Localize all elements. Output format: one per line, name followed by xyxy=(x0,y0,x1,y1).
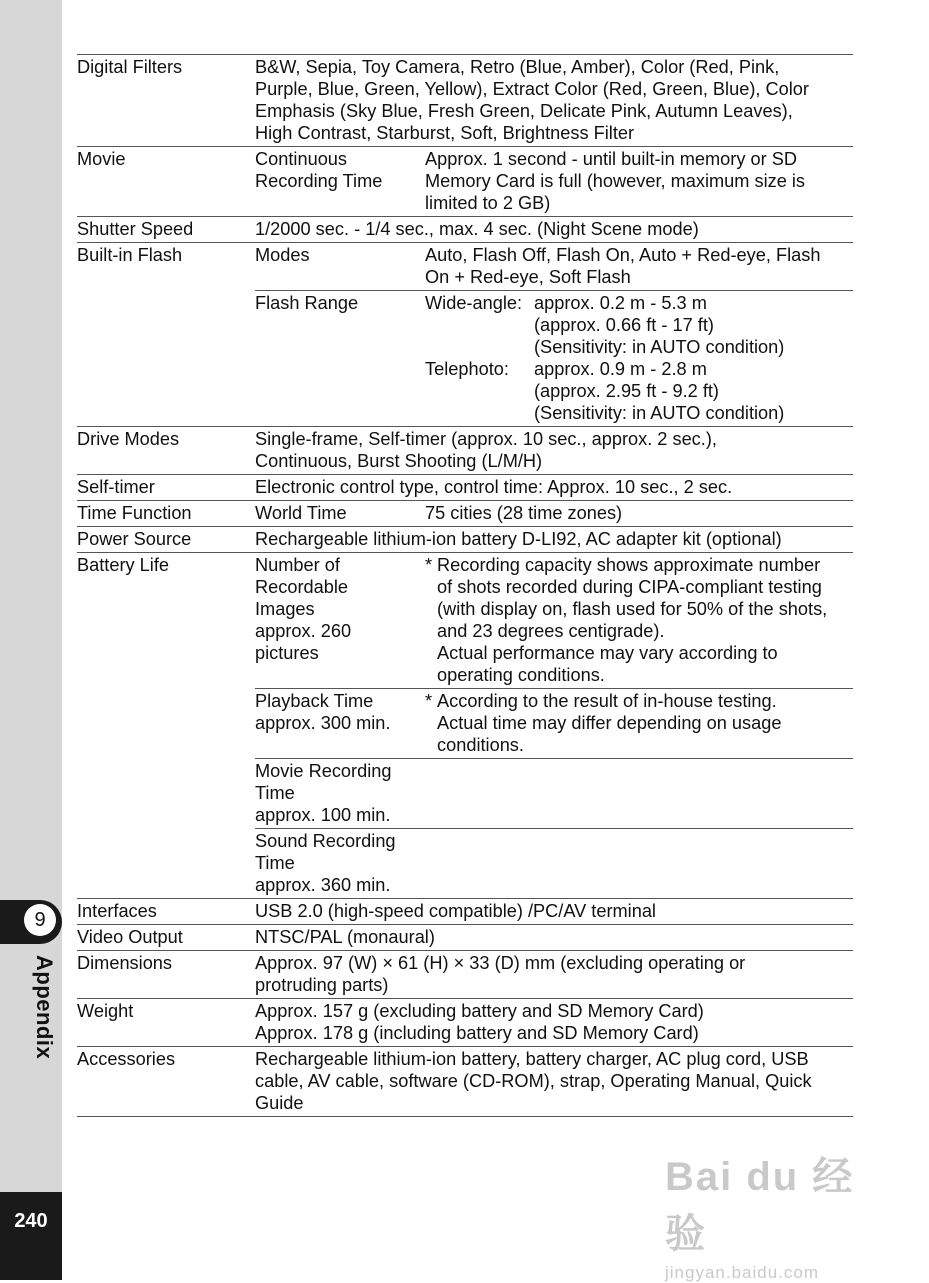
spec-sublabel: Number of Recordable Images approx. 260 pictures xyxy=(255,555,352,663)
spec-sublabel: Continuous Recording Time xyxy=(255,149,383,191)
spec-value: Approx. 1 second - until built-in memory or SD Memory Card is full (however, maximum size is limited to 2 GB) xyxy=(425,149,806,213)
spec-row-interfaces xyxy=(77,899,853,925)
spec-label: Shutter Speed xyxy=(77,219,194,239)
spec-value: Single-frame, Self-timer (approx. 10 sec., approx. 2 sec.), Continuous, Burst Shooting (L/M/H) xyxy=(255,429,717,471)
spec-table xyxy=(77,54,853,1117)
spec-value: USB 2.0 (high-speed compatible) /PC/AV terminal xyxy=(255,901,656,921)
spec-sublabel: Flash Range xyxy=(255,293,359,313)
spec-row-shutter-speed xyxy=(77,217,853,243)
page-number: 240 xyxy=(14,1210,48,1232)
spec-row-time-function xyxy=(77,501,853,527)
spec-label: Accessories xyxy=(77,1049,176,1069)
spec-sublabel: Sound Recording Time approx. 360 min. xyxy=(255,831,396,895)
spec-value: B&W, Sepia, Toy Camera, Retro (Blue, Amber), Color (Red, Pink, Purple, Blue, Green, Yellow), Extract Color (Red, Green, Blue), Color Emphasis (Sky Blue, Fresh Green, Delicate Pink, Autumn Leaves), High Contrast, Starburst, Soft, Brightness Filter xyxy=(255,57,809,143)
spec-row-digital-filters xyxy=(77,55,853,147)
spec-sublabel: World Time xyxy=(255,503,347,523)
watermark-url: jingyan.baidu.com xyxy=(665,1263,820,1282)
spec-row-dimensions xyxy=(77,951,853,999)
chapter-tab xyxy=(0,900,62,944)
spec-label: Power Source xyxy=(77,529,192,549)
spec-row-power-source xyxy=(77,527,853,553)
spec-row-movie xyxy=(77,147,853,217)
spec-label: Video Output xyxy=(77,927,183,947)
spec-row-battery-life xyxy=(77,553,853,899)
spec-value: NTSC/PAL (monaural) xyxy=(255,927,435,947)
spec-row-self-timer xyxy=(77,475,853,501)
flash-range-value: approx. 0.2 m - 5.3 m (approx. 0.66 ft - 17 ft) (Sensitivity: in AUTO condition) xyxy=(534,293,785,357)
spec-row-weight xyxy=(77,999,853,1047)
spec-sublabel: Movie Recording Time approx. 100 min. xyxy=(255,761,392,825)
spec-value: Auto, Flash Off, Flash On, Auto + Red-eye, Flash On + Red-eye, Soft Flash xyxy=(425,245,821,287)
spec-row-drive-modes xyxy=(77,427,853,475)
footnote-mark: * xyxy=(425,555,433,575)
spec-value: 1/2000 sec. - 1/4 sec., max. 4 sec. (Night Scene mode) xyxy=(255,219,699,239)
spec-row-video-output xyxy=(77,925,853,951)
spec-label: Movie xyxy=(77,149,126,169)
spec-label: Interfaces xyxy=(77,901,157,921)
spec-label: Digital Filters xyxy=(77,57,183,77)
spec-value: Rechargeable lithium-ion battery, battery charger, AC plug cord, USB cable, AV cable, software (CD-ROM), strap, Operating Manual, Quick Guide xyxy=(255,1049,812,1113)
side-strip xyxy=(0,0,62,1280)
watermark xyxy=(665,1145,885,1282)
chapter-number: 9 xyxy=(24,904,56,936)
spec-label: Time Function xyxy=(77,503,192,523)
flash-range-key: Telephoto: xyxy=(425,359,509,379)
flash-range-key: Wide-angle: xyxy=(425,293,523,313)
spec-label: Self-timer xyxy=(77,477,155,497)
spec-note: Recording capacity shows approximate number of shots recorded during CIPA-compliant testing (with display on, flash used for 50% of the shots, and 23 degrees centigrade). Actual performance may vary according to operating conditions. xyxy=(437,555,828,685)
footnote-mark: * xyxy=(425,691,433,711)
spec-value: Rechargeable lithium-ion battery D-LI92, AC adapter kit (optional) xyxy=(255,529,782,549)
page-number-box xyxy=(0,1192,62,1280)
spec-value: Approx. 97 (W) × 61 (H) × 33 (D) mm (excluding operating or protruding parts) xyxy=(255,953,746,995)
spec-label: Drive Modes xyxy=(77,429,180,449)
spec-value: 75 cities (28 time zones) xyxy=(425,503,623,523)
spec-label: Weight xyxy=(77,1001,134,1021)
spec-value: Approx. 157 g (excluding battery and SD Memory Card) Approx. 178 g (including battery and SD Memory Card) xyxy=(255,1001,704,1043)
spec-value: Electronic control type, control time: Approx. 10 sec., 2 sec. xyxy=(255,477,733,497)
spec-sublabel: Modes xyxy=(255,245,310,265)
spec-label: Battery Life xyxy=(77,555,169,575)
spec-label: Dimensions xyxy=(77,953,173,973)
watermark-logo: Bai du 经验 xyxy=(665,1155,855,1256)
spec-row-built-in-flash xyxy=(77,243,853,427)
spec-label: Built-in Flash xyxy=(77,245,183,265)
spec-note: According to the result of in-house testing. Actual time may differ depending on usage conditions. xyxy=(437,691,782,755)
chapter-label: Appendix xyxy=(32,955,57,1060)
spec-sublabel: Playback Time approx. 300 min. xyxy=(255,691,391,733)
flash-range-value: approx. 0.9 m - 2.8 m (approx. 2.95 ft - 9.2 ft) (Sensitivity: in AUTO condition) xyxy=(534,359,785,423)
spec-row-accessories xyxy=(77,1047,853,1117)
